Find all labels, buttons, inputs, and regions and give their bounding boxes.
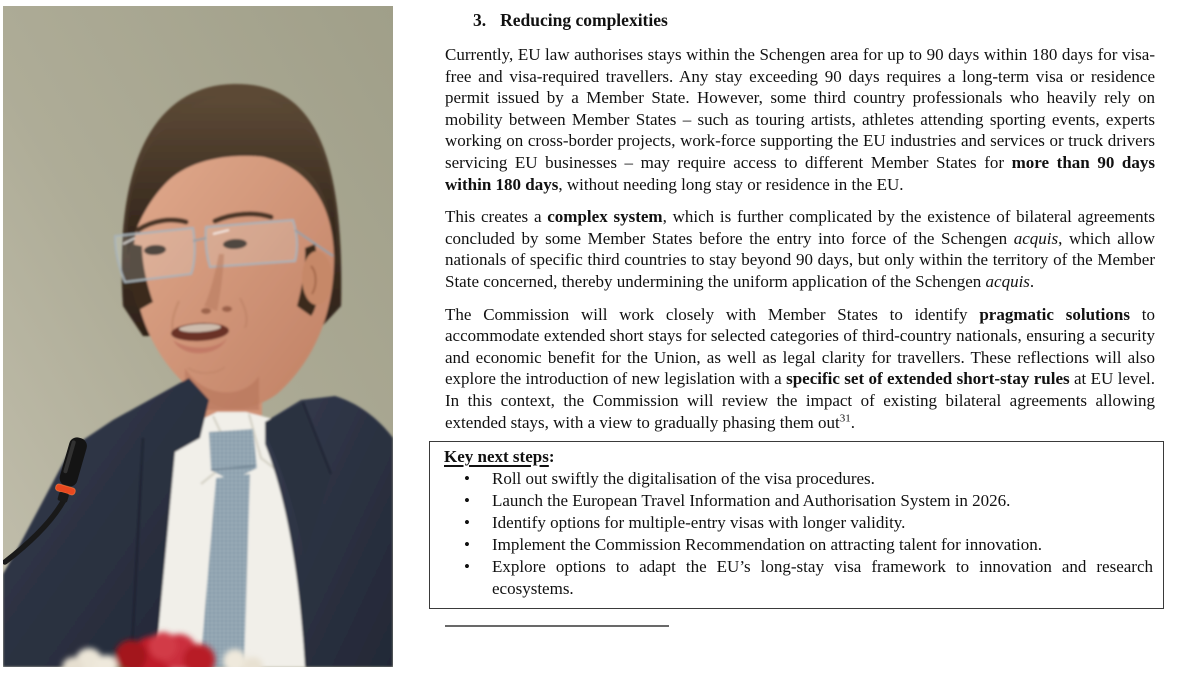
paragraph-complex-system: This creates a complex system, which is further complicated by the existence of bilateral agreements concluded by some Member States before the entry into force of the Schengen acquis, which allow nationals of specific third countries to stay beyond 90 days, but only within the territory of the Member State concerned, thereby undermining the uniform application of the Schengen acquis.	[445, 207, 1156, 291]
footnote-rule	[445, 625, 669, 627]
list-item: • Roll out swiftly the digitalisation of the visa procedures.	[464, 469, 875, 489]
press-conference-photo	[3, 6, 393, 667]
bullet-icon: •	[464, 513, 470, 533]
photo-panel	[3, 6, 393, 667]
bullet-icon: •	[464, 469, 470, 489]
document-panel	[429, 2, 1168, 627]
bullet-icon: •	[464, 557, 470, 577]
section-number: 3.	[473, 10, 487, 30]
list-item: • Identify options for multiple-entry visas with longer validity.	[464, 513, 906, 533]
section-title: Reducing complexities	[500, 10, 668, 30]
paragraph-pragmatic-solutions: The Commission will work closely with Member States to identify pragmatic solutions to accommodate extended short stays for selected categories of third-country nationals, ensuring a security and economic benefit for the Union, as well as legal clarity for travellers. These reflections will also explore the introduction of new legislation with a specific set of extended short-stay rules at EU level. In this context, the Commission will review the impact of existing bilateral agreements allowing extended stays, with a view to gradually phasing them out$^{31}$.	[445, 304, 1156, 432]
list-item: • Explore options to adapt the EU’s long-stay visa framework to innovation and research ecosystems.	[464, 557, 1153, 599]
photo-ear	[302, 251, 332, 305]
bullet-icon: •	[464, 491, 470, 511]
paragraph-current-rules: Currently, EU law authorises stays within the Schengen area for up to 90 days within 180 days for visa-free and visa-required travellers. Any stay exceeding 90 days requires a long-term visa or residence permit issued by a Member State. However, some third country professionals who heavily rely on mobility between Member States – such as touring artists, athletes attending sporting events, experts working on cross-border projects, work-force supporting the EU industries and services or truck drivers servicing EU businesses – may require access to different Member States for more than 90 days within 180 days, without needing long stay or residence in the EU.	[445, 45, 1156, 194]
section-heading	[473, 10, 1168, 31]
list-item: • Implement the Commission Recommendation on attracting talent for innovation.	[464, 535, 1043, 555]
key-next-steps-title: Key next steps:	[444, 447, 555, 467]
list-item: • Launch the European Travel Information and Authorisation System in 2026.	[464, 491, 1011, 511]
bullet-icon: •	[464, 535, 470, 555]
key-next-steps-box	[429, 441, 1164, 609]
